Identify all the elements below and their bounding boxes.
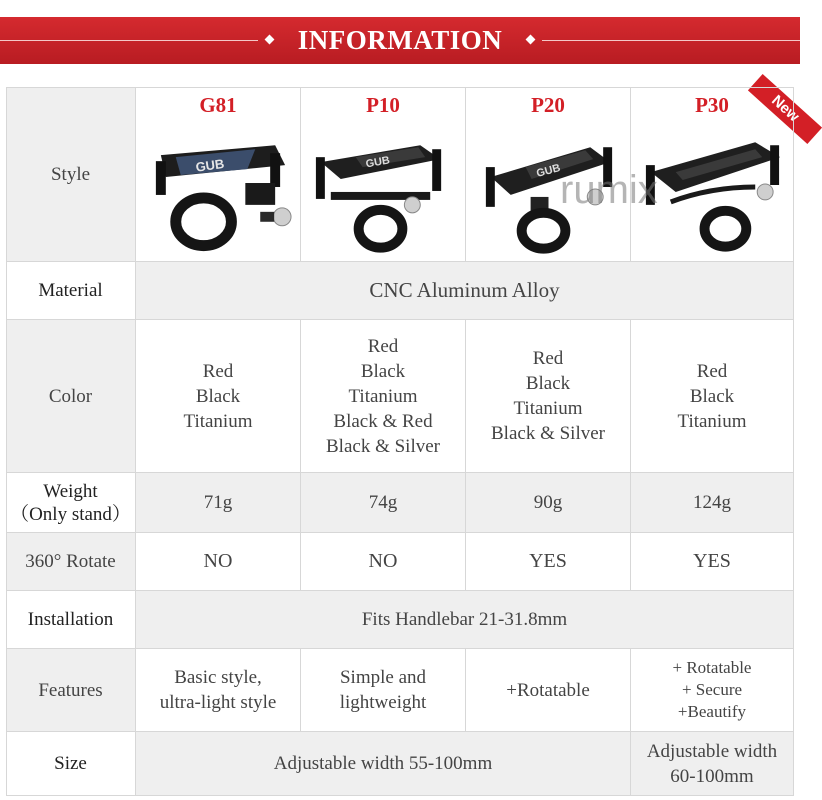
material-value: CNC Aluminum Alloy [136,262,794,320]
phone-holder-p10-image [301,117,465,252]
banner-diamond-left [265,35,275,45]
svg-text:GUB: GUB [364,154,391,171]
rotate-p20: YES [466,533,631,591]
row-label-installation: Installation [6,591,136,649]
model-name-g81: G81 [199,93,237,117]
banner-title: INFORMATION [297,25,503,55]
weight-p10: 74g [301,473,466,533]
weight-p30: 124g [631,473,794,533]
rotate-p30: YES [631,533,794,591]
model-name-p10: P10 [366,93,400,117]
rotate-p10: NO [301,533,466,591]
rotate-g81: NO [136,533,301,591]
information-banner [0,17,800,64]
row-label-rotate: 360° Rotate [6,533,136,591]
svg-text:GUB: GUB [535,162,562,180]
row-label-size: Size [6,732,136,796]
size-value-p30: Adjustable width 60-100mm [631,732,794,796]
color-p10: Red Black Titanium Black & Red Black & Silver [301,320,466,473]
banner-line-left [0,40,258,41]
row-label-weight: Weight （Only stand） [6,473,136,533]
row-label-features: Features [6,649,136,732]
features-p10: Simple and lightweight [301,649,466,732]
model-cell-g81 [136,87,301,262]
model-name-p20: P20 [531,93,565,117]
row-label-style: Style [6,87,136,262]
size-value-g81-p20: Adjustable width 55-100mm [136,732,631,796]
banner-diamond-right [526,35,536,45]
model-name-p30: P30 [695,93,729,117]
model-cell-p10 [301,87,466,262]
row-label-color: Color [6,320,136,473]
weight-g81: 71g [136,473,301,533]
features-p20: +Rotatable [466,649,631,732]
row-label-material: Material [6,262,136,320]
svg-text:GUB: GUB [194,155,226,175]
phone-holder-g81-image [136,117,300,252]
watermark-text: rumix [560,168,658,212]
installation-value: Fits Handlebar 21-31.8mm [136,591,794,649]
weight-p20: 90g [466,473,631,533]
color-p30: Red Black Titanium [631,320,794,473]
new-badge-label: New [748,74,822,144]
features-g81: Basic style, ultra-light style [136,649,301,732]
color-g81: Red Black Titanium [136,320,301,473]
features-p30: + Rotatable + Secure +Beautify [631,649,794,732]
banner-line-right [542,40,800,41]
color-p20: Red Black Titanium Black & Silver [466,320,631,473]
